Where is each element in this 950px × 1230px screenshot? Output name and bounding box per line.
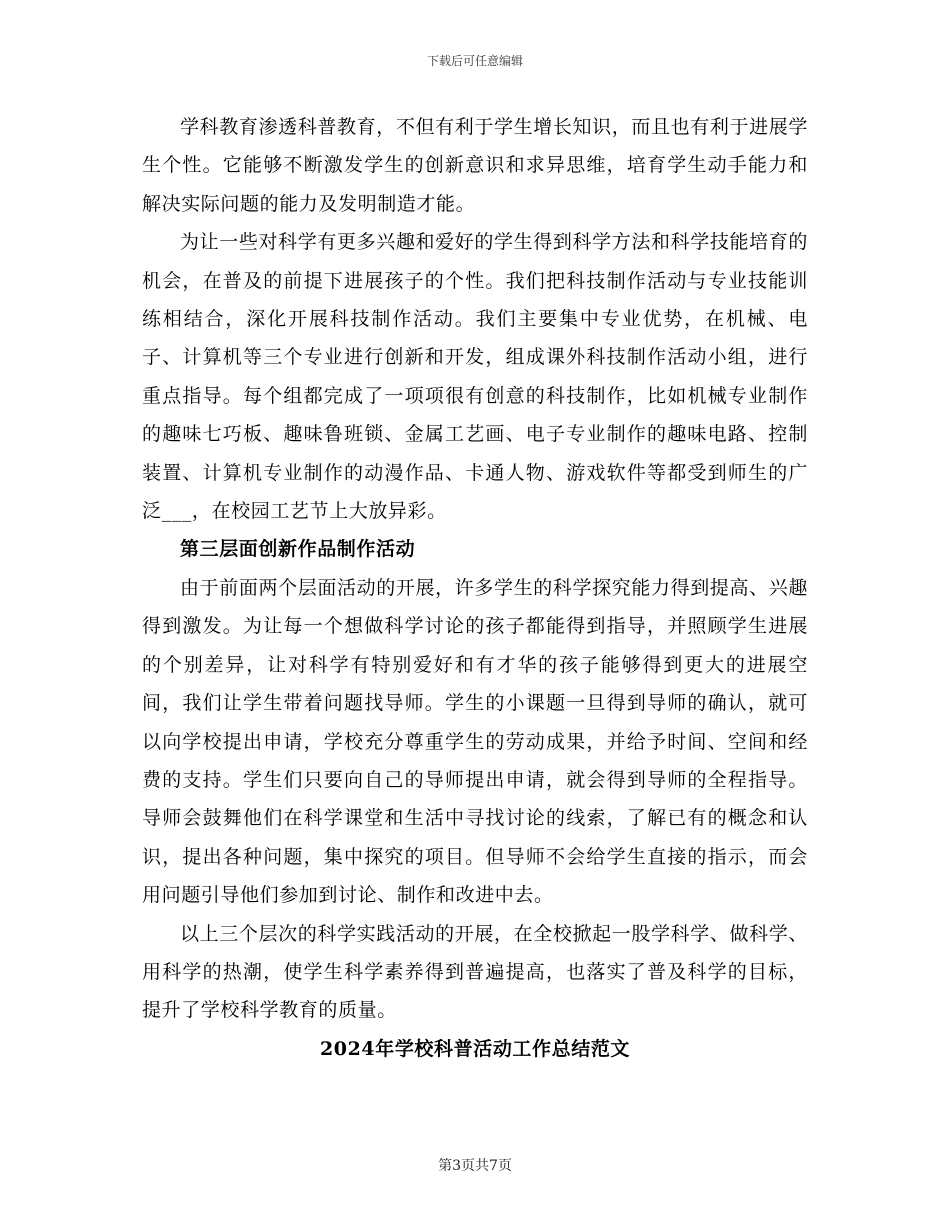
paragraph-2 bbox=[142, 223, 808, 530]
document-body bbox=[142, 108, 808, 1068]
paragraph-2-text: 为让一些对科学有更多兴趣和爱好的学生得到科学方法和科学技能培育的机会，在普及的前提下进展孩子的个性。我们把科技制作活动与专业技能训练相结合，深化开展科技制作活动。我们主要集中专业优势，在机械、电子、计算机等三个专业进行创新和开发，组成课外科技制作活动小组，进行重点指导。每个组都完成了一项项很有创意的科技制作，比如机械专业制作的趣味七巧板、趣味鲁班锁、金属工艺画、电子专业制作的趣味电路、控制装置、计算机专业制作的动漫作品、卡通人物、游戏软件等都受到师生的广泛 bbox=[142, 231, 808, 523]
paragraph-1: 学科教育渗透科普教育，不但有利于学生增长知识，而且也有利于进展学生个性。它能够不断激发学生的创新意识和求异思维，培育学生动手能力和解决实际问题的能力及发明制造才能。 bbox=[142, 116, 808, 215]
paragraph-4: 以上三个层次的科学实践活动的开展，在全校掀起一股学科学、做科学、用科学的热潮，使学生科学素养得到普遍提高，也落实了普及科学的目标，提升了学校科学教育的质量。 bbox=[142, 922, 808, 1022]
paragraph-3: 由于前面两个层面活动的开展，许多学生的科学探究能力得到提高、兴趣得到激发。为让每一个想做科学讨论的孩子都能得到指导，并照顾学生进展的个别差异，让对科学有特别爱好和有才华的孩子能够得到更大的进展空间，我们让学生带着问题找导师。学生的小课题一旦得到导师的确认，就可以向学校提出申请，学校充分尊重学生的劳动成果，并给予时间、空间和经费的支持。学生们只要向自己的导师提出申请，就会得到导师的全程指导。导师会鼓舞他们在科学课堂和生活中寻找讨论的线索，了解已有的概念和认识，提出各种问题，集中探究的项目。但导师不会给学生直接的指示，而会用问题引导他们参加到讨论、制作和改进中去。 bbox=[142, 576, 808, 907]
section-heading: 第三层面创新作品制作活动 bbox=[180, 538, 416, 561]
page-header: 下载后可任意编辑 bbox=[426, 54, 523, 68]
page-footer: 第3页共7页 bbox=[438, 1158, 512, 1174]
document-title: 2024年学校科普活动工作总结范文 bbox=[319, 1037, 631, 1060]
fill-in-blank: ___ bbox=[161, 500, 192, 523]
paragraph-2-end: ，在校园工艺节上大放异彩。 bbox=[191, 500, 447, 523]
